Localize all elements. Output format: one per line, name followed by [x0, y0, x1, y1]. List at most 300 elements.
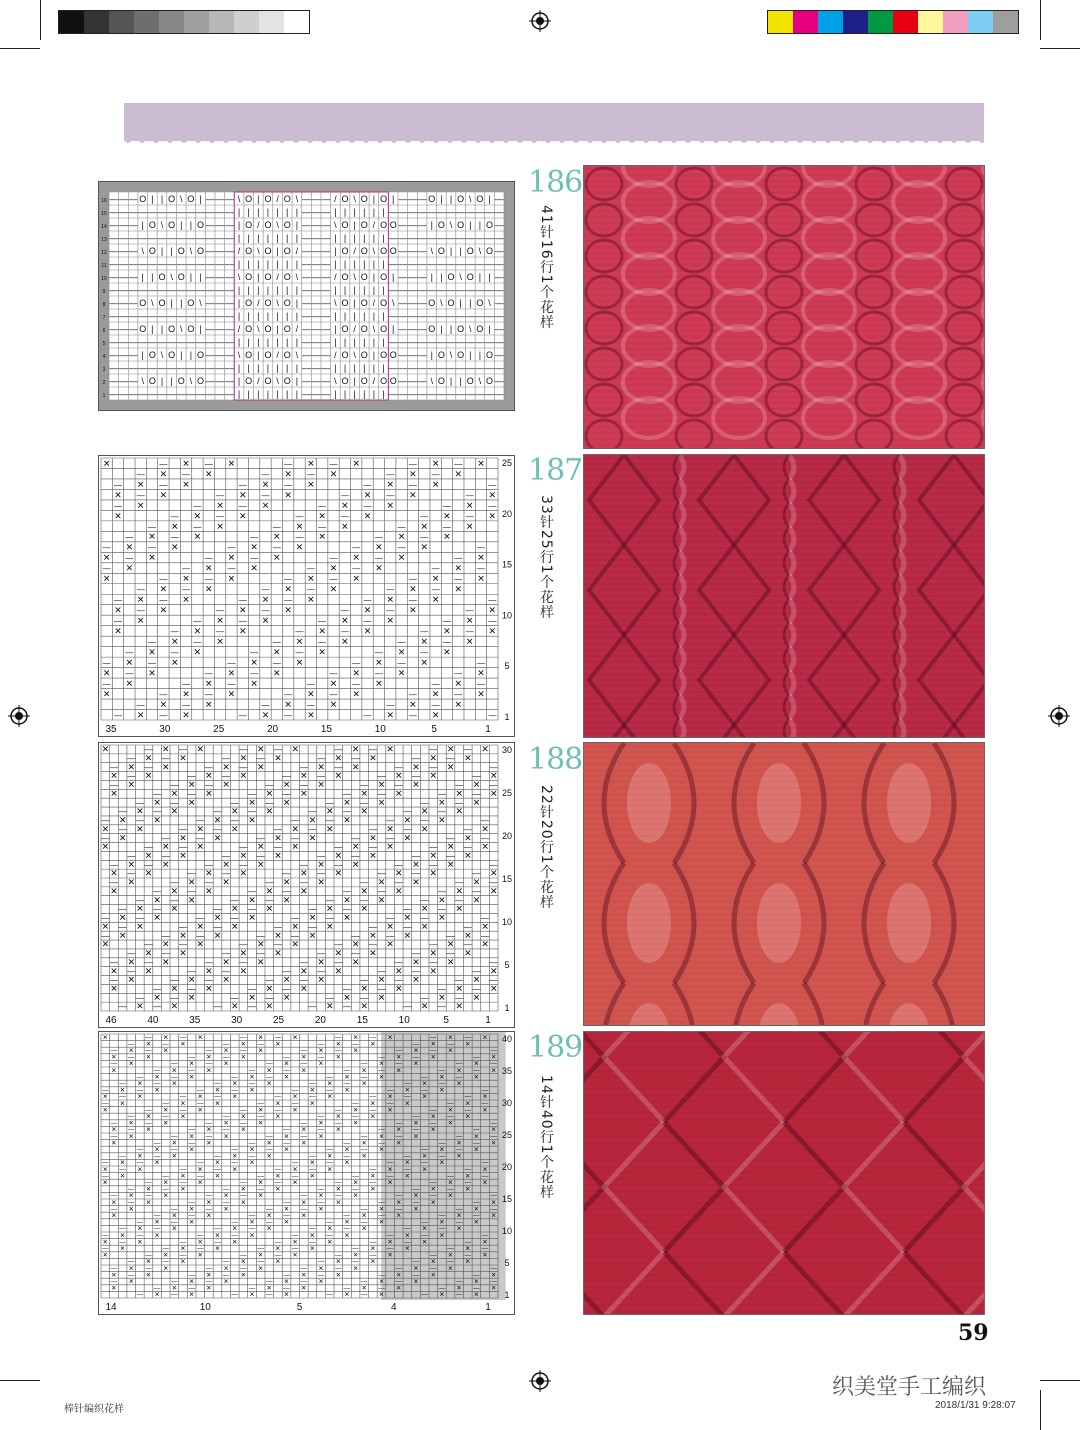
cable-symbol: ✕	[439, 1159, 445, 1167]
purl-symbol: —	[352, 1100, 359, 1108]
cable-symbol: ✕	[370, 1040, 376, 1048]
cable-symbol: ✕	[301, 1212, 307, 1220]
stitch-symbol: —	[302, 375, 311, 386]
stitch-symbol: —	[224, 193, 234, 204]
purl-symbol: —	[250, 648, 259, 658]
stitch-symbol: |	[276, 388, 279, 399]
stitch-symbol: —	[475, 388, 485, 399]
cable-symbol: ✕	[206, 1199, 212, 1207]
stitch-symbol: \	[449, 219, 453, 230]
purl-symbol: —	[178, 940, 187, 950]
cable-symbol: ✕	[377, 894, 386, 905]
cable-symbol: ✕	[206, 1139, 212, 1147]
purl-symbol: —	[329, 553, 338, 563]
cable-symbol: ✕	[369, 752, 377, 763]
purl-symbol: —	[334, 762, 343, 772]
cable-symbol: ✕	[250, 542, 258, 553]
cable-symbol: ✕	[429, 868, 437, 879]
stitch-symbol: —	[311, 388, 321, 399]
cable-symbol: ✕	[214, 1159, 221, 1167]
purl-symbol: —	[481, 1172, 489, 1180]
stitch-symbol: |	[459, 245, 462, 256]
purl-symbol: —	[222, 851, 231, 861]
purl-symbol: —	[342, 984, 351, 994]
cable-symbol: ✕	[439, 1087, 445, 1095]
cable-symbol: ✕	[352, 573, 360, 584]
cable-symbol: ✕	[180, 1186, 186, 1194]
purl-symbol: —	[239, 745, 248, 755]
stitch-symbol: —	[109, 271, 119, 282]
purl-symbol: —	[230, 895, 239, 905]
cable-symbol: ✕	[170, 788, 179, 799]
crop-mark	[0, 48, 40, 49]
cable-symbol: ✕	[283, 1291, 290, 1299]
stitch-symbol: O	[341, 349, 349, 360]
scallop-dot	[363, 138, 369, 143]
cable-symbol: ✕	[455, 903, 463, 914]
stitch-symbol: |	[266, 284, 270, 295]
stitch-symbol: O	[283, 297, 291, 308]
stitch-symbol: O	[380, 349, 388, 360]
cable-symbol: ✕	[490, 1054, 497, 1062]
stitch-symbol: —	[485, 310, 495, 321]
cable-symbol: ✕	[125, 678, 134, 689]
stitch-symbol: /	[334, 271, 337, 282]
cable-symbol: ✕	[447, 1106, 454, 1114]
purl-symbol: —	[455, 1073, 463, 1081]
purl-symbol: —	[248, 904, 257, 914]
stitch-symbol: |	[257, 362, 260, 373]
stitch-symbol: —	[224, 258, 234, 269]
cable-symbol: ✕	[477, 552, 485, 563]
purl-symbol: —	[442, 522, 451, 532]
purl-symbol: —	[395, 1060, 403, 1068]
purl-symbol: —	[329, 574, 338, 584]
purl-symbol: —	[473, 1126, 480, 1134]
purl-symbol: —	[265, 780, 274, 790]
cable-symbol: ✕	[231, 1001, 239, 1012]
cable-symbol: ✕	[378, 1219, 385, 1227]
stitch-symbol: /	[353, 245, 356, 256]
purl-symbol: —	[447, 1113, 454, 1121]
cable-symbol: ✕	[369, 832, 377, 843]
cable-symbol: ✕	[363, 626, 372, 637]
cable-symbol: ✕	[127, 859, 135, 870]
registration-target-icon	[1048, 705, 1070, 727]
stitch-symbol: /	[237, 245, 241, 256]
stitch-symbol: |	[286, 362, 289, 373]
cable-symbol: ✕	[317, 859, 325, 870]
cable-symbol: ✕	[343, 815, 351, 826]
purl-symbol: —	[472, 886, 481, 896]
purl-symbol: —	[204, 668, 213, 678]
cable-symbol: ✕	[360, 1001, 368, 1012]
cable-symbol: ✕	[295, 657, 304, 668]
purl-symbol: —	[395, 1192, 403, 1200]
purl-symbol: —	[205, 1047, 213, 1055]
stitch-symbol: \	[469, 323, 472, 334]
purl-symbol: —	[119, 1225, 126, 1233]
purl-symbol: —	[404, 1093, 411, 1101]
scallop-dot	[195, 138, 201, 143]
stitch-symbol: —	[157, 232, 167, 243]
stitch-symbol: —	[456, 388, 466, 399]
purl-symbol: —	[464, 1166, 472, 1174]
cable-symbol: ✕	[472, 797, 481, 808]
cable-symbol: ✕	[214, 1232, 221, 1240]
cable-symbol: ✕	[291, 921, 299, 932]
stitch-symbol: O	[380, 297, 388, 308]
purl-symbol: —	[291, 1232, 299, 1240]
stitch-symbol: —	[186, 232, 196, 243]
purl-symbol: —	[318, 637, 327, 647]
purl-symbol: —	[205, 1133, 213, 1141]
stitch-symbol: —	[321, 232, 331, 243]
purl-symbol: —	[159, 710, 168, 720]
purl-symbol: —	[340, 490, 349, 500]
purl-symbol: —	[187, 966, 196, 976]
stitch-symbol: —	[407, 258, 417, 269]
purl-symbol: —	[187, 984, 196, 994]
stitch-symbol: O	[245, 375, 253, 386]
registration-swatch	[793, 11, 818, 33]
header-band-scallop	[124, 138, 984, 148]
cable-symbol: ✕	[420, 657, 429, 668]
purl-symbol: —	[374, 553, 383, 563]
stitch-symbol: —	[311, 219, 321, 230]
purl-symbol: —	[109, 975, 118, 985]
purl-symbol: —	[395, 1278, 403, 1286]
purl-symbol: —	[238, 595, 247, 605]
stitch-symbol: |	[295, 297, 299, 308]
purl-symbol: —	[438, 1225, 446, 1233]
cable-symbol: ✕	[227, 667, 236, 678]
cable-symbol: ✕	[284, 584, 292, 595]
purl-symbol: —	[437, 904, 446, 914]
stitch-symbol: —	[475, 336, 485, 347]
cable-symbol: ✕	[395, 1139, 402, 1147]
stitch-symbol: —	[205, 349, 215, 360]
stitch-symbol: |	[295, 232, 299, 243]
column-tick-label: 15	[356, 1015, 368, 1026]
stitch-symbol: —	[427, 310, 437, 321]
knit-texture	[584, 1032, 984, 1314]
cable-symbol: ✕	[446, 939, 455, 950]
stitch-symbol: |	[237, 219, 241, 230]
purl-symbol: —	[222, 1271, 230, 1279]
cable-symbol: ✕	[318, 1278, 324, 1286]
stitch-symbol: —	[118, 258, 128, 269]
purl-symbol: —	[386, 1087, 394, 1095]
purl-symbol: —	[421, 1146, 428, 1154]
cable-symbol: ✕	[102, 667, 111, 678]
stitch-symbol: |	[180, 297, 183, 308]
purl-symbol: —	[205, 1278, 213, 1286]
stitch-symbol: O	[168, 193, 176, 204]
stitch-symbol: —	[302, 349, 311, 360]
purl-symbol: —	[118, 824, 127, 834]
cable-symbol: ✕	[110, 885, 118, 896]
purl-symbol: —	[196, 931, 205, 941]
purl-symbol: —	[306, 700, 315, 710]
stitch-symbol: |	[382, 232, 385, 243]
cable-symbol: ✕	[387, 1166, 393, 1174]
purl-symbol: —	[214, 1093, 221, 1101]
cable-symbol: ✕	[170, 903, 179, 914]
cable-symbol: ✕	[118, 815, 127, 826]
purl-symbol: —	[369, 1093, 377, 1101]
stitch-symbol: —	[118, 362, 128, 373]
purl-symbol: —	[101, 833, 110, 843]
purl-symbol: —	[170, 878, 179, 888]
cable-symbol: ✕	[360, 806, 368, 817]
stitch-symbol: —	[417, 193, 427, 204]
purl-symbol: —	[222, 1186, 230, 1194]
stitch-symbol: /	[276, 349, 279, 360]
purl-symbol: —	[274, 1093, 282, 1101]
cable-symbol: ✕	[439, 1073, 445, 1081]
row-tick-label: 5	[504, 1258, 510, 1268]
purl-symbol: —	[360, 975, 369, 985]
stitch-symbol: —	[302, 310, 311, 321]
purl-symbol: —	[352, 1040, 359, 1048]
row-tick-label: 30	[501, 1098, 513, 1108]
cable-symbol: ✕	[334, 948, 343, 959]
cable-symbol: ✕	[317, 974, 325, 985]
cable-symbol: ✕	[179, 832, 187, 843]
cable-symbol: ✕	[430, 1186, 437, 1194]
purl-symbol: —	[326, 1291, 334, 1299]
stitch-symbol: |	[257, 284, 260, 295]
cable-symbol: ✕	[344, 1232, 350, 1240]
cable-symbol: ✕	[213, 815, 222, 826]
purl-symbol: —	[481, 816, 490, 826]
stitch-symbol: —	[311, 232, 321, 243]
stitch-symbol: —	[215, 362, 225, 373]
cable-symbol: ✕	[197, 1179, 204, 1187]
purl-symbol: —	[352, 1113, 359, 1121]
purl-symbol: —	[447, 1186, 454, 1194]
row-label: 13	[101, 236, 107, 243]
stitch-symbol: O	[389, 245, 397, 256]
row-label: 3	[102, 366, 106, 373]
purl-symbol: —	[295, 627, 304, 637]
purl-symbol: —	[148, 522, 157, 532]
scallop-dot	[419, 138, 425, 143]
stitch-symbol: —	[205, 232, 215, 243]
stitch-symbol: —	[398, 323, 408, 334]
purl-symbol: —	[109, 878, 118, 888]
stitch-symbol: |	[353, 297, 356, 308]
stitch-symbol: —	[311, 336, 321, 347]
purl-symbol: —	[343, 1225, 351, 1233]
purl-symbol: —	[378, 1126, 385, 1134]
purl-symbol: —	[153, 984, 162, 994]
cable-symbol: ✕	[456, 1139, 462, 1147]
scallop-dot	[237, 138, 243, 143]
cable-symbol: ✕	[145, 1113, 152, 1121]
row-label: 2	[102, 379, 106, 386]
stitch-symbol: —	[321, 271, 331, 282]
cable-symbol: ✕	[101, 823, 110, 834]
purl-symbol: —	[455, 798, 464, 808]
stitch-symbol: O	[341, 271, 349, 282]
stitch-symbol: —	[494, 323, 504, 334]
cable-symbol: ✕	[329, 563, 338, 574]
cable-symbol: ✕	[335, 1271, 342, 1279]
cable-symbol: ✕	[369, 948, 377, 959]
cable-symbol: ✕	[341, 636, 349, 647]
purl-symbol: —	[325, 798, 334, 808]
stitch-symbol: |	[266, 336, 270, 347]
stitch-symbol: |	[286, 284, 289, 295]
cable-symbol: ✕	[430, 1271, 437, 1279]
cable-symbol: ✕	[274, 850, 282, 861]
cable-symbol: ✕	[447, 1047, 454, 1055]
stitch-symbol: |	[286, 232, 289, 243]
cable-symbol: ✕	[171, 1225, 178, 1233]
stitch-symbol: |	[286, 336, 289, 347]
stitch-symbol: —	[205, 284, 215, 295]
cable-symbol: ✕	[308, 815, 317, 826]
stitch-symbol: /	[257, 219, 260, 230]
scallop-dot	[153, 138, 159, 143]
cable-symbol: ✕	[206, 1067, 212, 1075]
purl-symbol: —	[145, 1192, 152, 1200]
purl-symbol: —	[204, 878, 213, 888]
cable-symbol: ✕	[159, 489, 168, 500]
cable-symbol: ✕	[248, 815, 256, 826]
cable-symbol: ✕	[446, 956, 455, 967]
cable-symbol: ✕	[188, 1205, 195, 1213]
stitch-symbol: —	[321, 336, 331, 347]
scallop-dot	[629, 138, 635, 143]
stitch-symbol: —	[388, 310, 398, 321]
purl-symbol: —	[110, 1192, 118, 1200]
purl-symbol: —	[352, 1245, 359, 1253]
purl-symbol: —	[261, 606, 270, 616]
purl-symbol: —	[136, 1073, 144, 1081]
scallop-dot	[839, 138, 845, 143]
stitch-symbol: —	[417, 336, 427, 347]
cable-symbol: ✕	[325, 903, 334, 914]
stitch-symbol: O	[168, 323, 176, 334]
stitch-symbol: —	[167, 232, 177, 243]
stitch-symbol: |	[372, 349, 376, 360]
stitch-symbol: |	[295, 258, 299, 269]
cable-symbol: ✕	[283, 1060, 290, 1068]
purl-symbol: —	[291, 1172, 299, 1180]
cable-symbol: ✕	[395, 1285, 402, 1293]
scallop-dot	[741, 138, 747, 143]
purl-symbol: —	[412, 753, 421, 763]
purl-symbol: —	[334, 860, 343, 870]
cable-symbol: ✕	[282, 992, 291, 1003]
purl-symbol: —	[291, 931, 300, 941]
purl-symbol: —	[326, 1073, 334, 1081]
purl-symbol: —	[317, 949, 326, 959]
cable-symbol: ✕	[363, 510, 372, 521]
purl-symbol: —	[265, 1146, 273, 1154]
cable-symbol: ✕	[227, 573, 236, 584]
stitch-symbol: \	[295, 349, 299, 360]
registration-swatch	[109, 11, 134, 33]
purl-symbol: —	[227, 564, 236, 574]
cable-symbol: ✕	[291, 823, 299, 834]
cable-symbol: ✕	[344, 1073, 350, 1081]
cable-symbol: ✕	[136, 500, 145, 511]
stitch-symbol: |	[334, 336, 337, 347]
stitch-symbol: |	[430, 219, 433, 230]
stitch-symbol: —	[465, 336, 475, 347]
purl-symbol: —	[102, 679, 111, 689]
stitch-symbol: —	[302, 284, 311, 295]
cable-symbol: ✕	[488, 626, 497, 637]
cable-symbol: ✕	[481, 939, 489, 950]
stitch-symbol: —	[224, 310, 234, 321]
swatch-photo-189	[583, 1031, 985, 1315]
cable-symbol: ✕	[248, 912, 256, 923]
stitch-symbol: O	[139, 297, 147, 308]
stitch-symbol: \	[449, 349, 453, 360]
stitch-symbol: —	[205, 310, 215, 321]
stitch-symbol: O	[158, 271, 166, 282]
purl-symbol: —	[284, 480, 293, 490]
purl-symbol: —	[421, 1291, 428, 1299]
purl-symbol: —	[178, 922, 187, 932]
purl-symbol: —	[153, 1139, 161, 1147]
purl-symbol: —	[394, 878, 403, 888]
purl-symbol: —	[282, 886, 291, 896]
purl-symbol: —	[230, 993, 239, 1003]
header-band	[124, 103, 984, 141]
purl-symbol: —	[145, 1047, 152, 1055]
stitch-symbol: —	[138, 206, 148, 217]
cable-symbol: ✕	[179, 752, 187, 763]
cable-symbol: ✕	[284, 699, 292, 710]
color-registration-bar	[767, 10, 1019, 34]
row-tick-label: 5	[504, 661, 510, 672]
purl-symbol: —	[455, 1291, 463, 1299]
registration-swatch	[818, 11, 843, 33]
cable-symbol: ✕	[102, 1106, 109, 1114]
stitch-symbol: —	[417, 284, 427, 295]
purl-symbol: —	[360, 993, 369, 1003]
purl-symbol: —	[481, 1100, 489, 1108]
cable-symbol: ✕	[171, 1285, 178, 1293]
cable-symbol: ✕	[227, 458, 236, 469]
purl-symbol: —	[248, 1153, 256, 1161]
stitch-symbol: |	[199, 271, 202, 282]
crop-mark	[0, 1380, 40, 1381]
stitch-symbol: |	[247, 310, 250, 321]
cable-symbol: ✕	[127, 974, 135, 985]
purl-symbol: —	[265, 878, 274, 888]
stitch-symbol: —	[407, 219, 417, 230]
purl-symbol: —	[299, 878, 308, 888]
purl-symbol: —	[374, 532, 383, 542]
purl-symbol: —	[318, 501, 327, 511]
purl-symbol: —	[300, 1060, 308, 1068]
purl-symbol: —	[404, 1080, 411, 1088]
stitch-symbol: |	[353, 232, 356, 243]
cable-symbol: ✕	[137, 1238, 143, 1246]
stitch-symbol: —	[494, 219, 504, 230]
purl-symbol: —	[455, 1219, 463, 1227]
purl-symbol: —	[171, 1133, 178, 1141]
cable-symbol: ✕	[222, 779, 230, 790]
purl-symbol: —	[153, 1212, 161, 1220]
